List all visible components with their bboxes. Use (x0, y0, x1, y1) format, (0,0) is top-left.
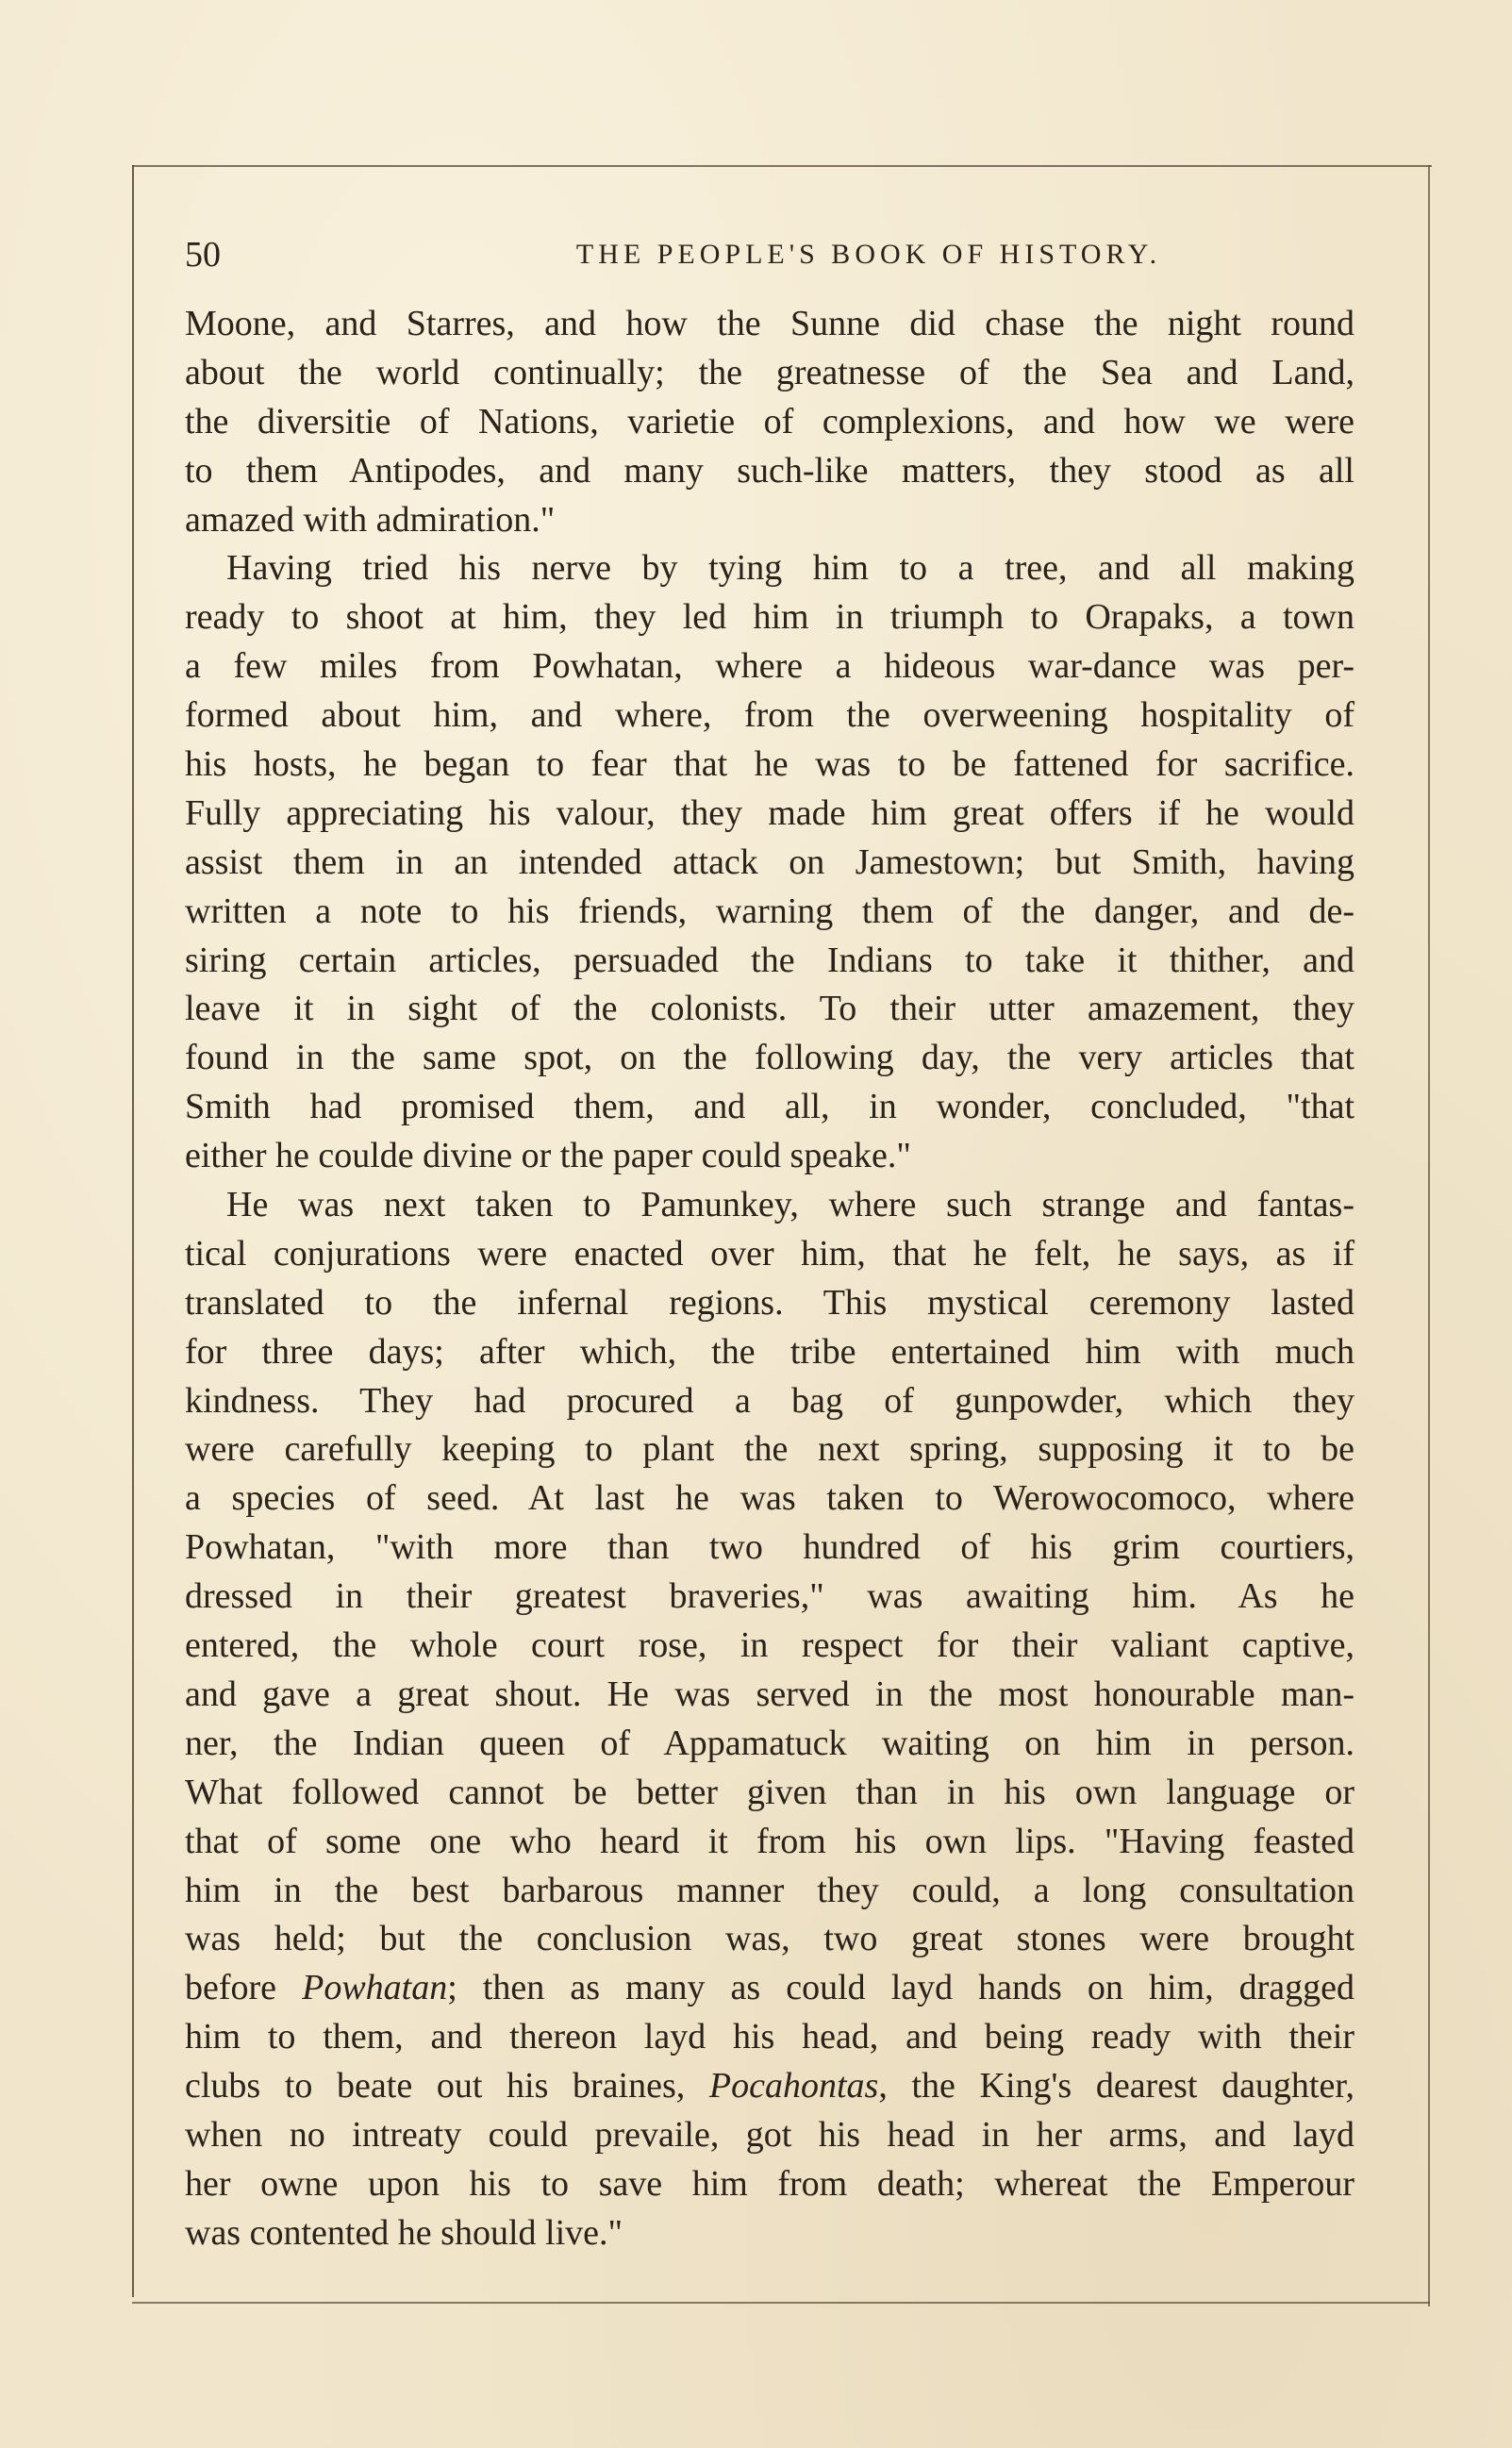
text-line: formed about him, and where, from the overweening hospitality of (185, 695, 1354, 736)
text-line: amazed with admiration." (185, 499, 556, 540)
text-line: when no intreaty could prevaile, got his head in her arms, and layd (185, 2114, 1354, 2155)
page-frame-right-rule (1428, 165, 1430, 2306)
text-line: written a note to his friends, warning them of the danger, and de- (185, 891, 1354, 931)
text-line: Fully appreciating his valour, they made him great offers if he would (185, 792, 1354, 833)
text-line: found in the same spot, on the following day, the very articles that (185, 1038, 1354, 1078)
text-line: his hosts, he began to fear that he was to be fattened for sacrifice. (185, 744, 1354, 785)
text-line: was contented he should live." (185, 2212, 623, 2253)
italic-name: Powhatan (302, 1968, 448, 2008)
text-line: Powhatan, "with more than two hundred of his grim courtiers, (185, 1527, 1354, 1568)
text-line: a few miles from Powhatan, where a hideous war-dance was per- (185, 646, 1354, 687)
text-line: siring certain articles, persuaded the Indians to take it thither, and (185, 940, 1354, 980)
text-line: was held; but the conclusion was, two great stones were brought (185, 1919, 1354, 1959)
page-header (185, 226, 1364, 283)
text-line: Having tried his nerve by tying him to a tree, and all making (226, 548, 1354, 589)
text-run: ; then as many as could layd hands on him, dragged (447, 1968, 1355, 2008)
text-line: a species of seed. At last he was taken to Werowocomoco, where (185, 1478, 1354, 1519)
text-line: ner, the Indian queen of Appamatuck waiting on him in person. (185, 1723, 1354, 1763)
running-title: THE PEOPLE'S BOOK OF HISTORY. (575, 239, 1162, 270)
text-line: translated to the infernal regions. This mystical ceremony lasted (185, 1282, 1354, 1323)
page-frame-bottom-rule (132, 2302, 1430, 2304)
text-line: and gave a great shout. He was served in the most honourable man- (185, 1674, 1354, 1714)
text-line: to them Antipodes, and many such-like matters, they stood as all (185, 450, 1354, 491)
text-line: ready to shoot at him, they led him in triumph to Orapaks, a town (185, 597, 1354, 638)
text-line: him to them, and thereon layd his head, and being ready with their (185, 2017, 1354, 2057)
text-line: the diversitie of Nations, varietie of complexions, and how we were (185, 401, 1354, 441)
page-number: 50 (185, 235, 221, 275)
text-line: Moone, and Starres, and how the Sunne did chase the night round (185, 304, 1354, 343)
text-line: dressed in their greatest braveries," was awaiting him. As he (185, 1576, 1354, 1617)
page-frame-left-rule (132, 165, 134, 2297)
text-run: , the King's dearest daughter, (878, 2066, 1354, 2107)
text-run: clubs to beate out his braines, (185, 2066, 709, 2107)
text-line: that of some one who heard it from his own lips. "Having feasted (185, 1821, 1354, 1861)
text-line: entered, the whole court rose, in respect for their valiant captive, (185, 1625, 1354, 1666)
text-run: before (185, 1968, 303, 2008)
text-line: What followed cannot be better given than in his own language or (185, 1772, 1354, 1812)
page-frame-top-rule (132, 165, 1432, 167)
body-text (185, 300, 1354, 2258)
text-line (185, 1964, 1354, 2013)
text-line: for three days; after which, the tribe entertained him with much (185, 1331, 1354, 1372)
text-line: leave it in sight of the colonists. To their utter amazement, they (185, 989, 1354, 1029)
text-line: her owne upon his to save him from death; whereat the Emperour (185, 2163, 1354, 2204)
text-line: kindness. They had procured a bag of gunpowder, which they (185, 1380, 1354, 1421)
text-line: He was next taken to Pamunkey, where such strange and fantas- (226, 1185, 1354, 1225)
text-line: about the world continually; the greatnesse of the Sea and Land, (185, 352, 1354, 392)
italic-name: Pocahontas (708, 2066, 879, 2107)
text-line: him in the best barbarous manner they could, a long consultation (185, 1870, 1354, 1910)
text-line: were carefully keeping to plant the next spring, supposing it to be (185, 1429, 1354, 1470)
text-line: assist them in an intended attack on Jamestown; but Smith, having (185, 841, 1354, 882)
text-line (185, 2062, 1354, 2111)
text-line: Smith had promised them, and all, in wonder, concluded, "that (185, 1087, 1354, 1127)
text-line: either he coulde divine or the paper could speake." (185, 1136, 911, 1176)
text-line: tical conjurations were enacted over him, that he felt, he says, as if (185, 1233, 1354, 1274)
